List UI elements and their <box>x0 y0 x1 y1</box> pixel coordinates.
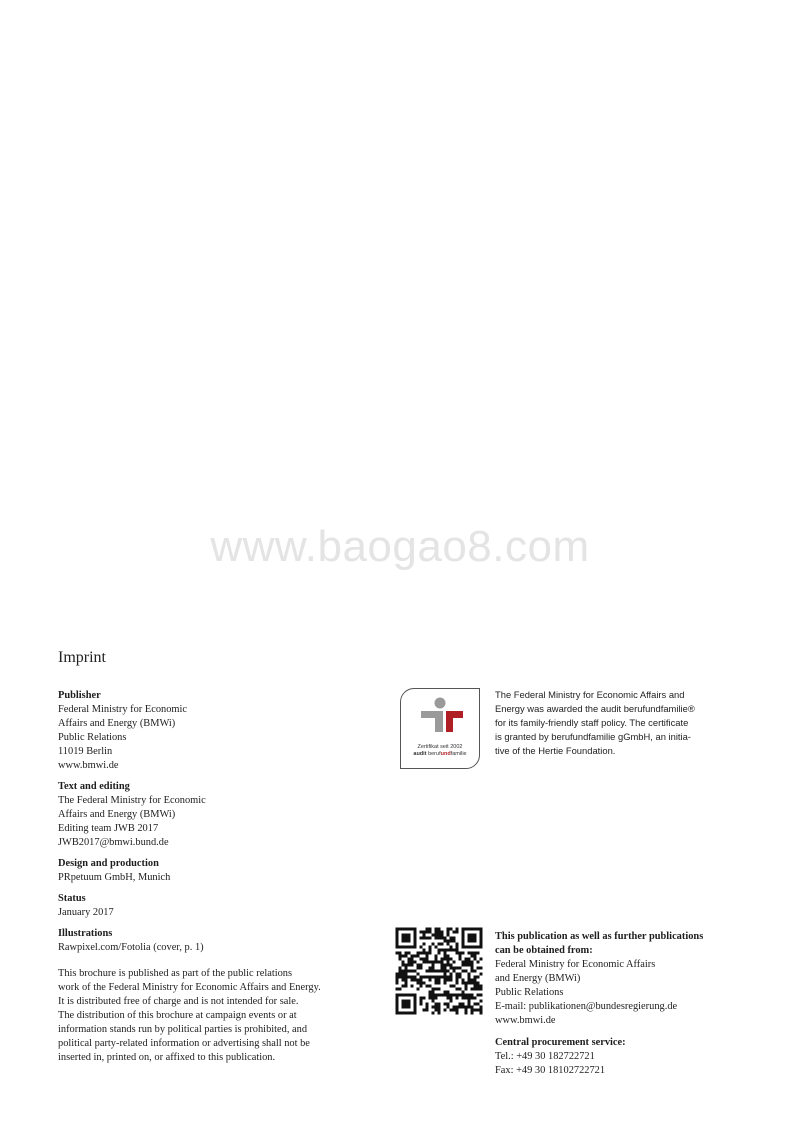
text-editing-label: Text and editing <box>58 781 130 792</box>
status-label: Status <box>58 893 86 904</box>
procurement-fax: Fax: +49 30 18102722721 <box>495 1065 606 1076</box>
publisher-section <box>58 689 358 773</box>
disclaimer <box>58 967 358 1065</box>
familie-word: familie <box>450 751 467 757</box>
publications-heading: This publication as well as further publications <box>495 931 704 942</box>
audit-description <box>495 688 725 758</box>
illustrations-line: Rawpixel.com/Fotolia (cover, p. 1) <box>58 942 204 953</box>
publisher-website: www.bmwi.de <box>58 760 119 771</box>
disclaimer-line: It is distributed free of charge and is not intended for sale. <box>58 996 299 1007</box>
red-figure-body <box>446 711 453 732</box>
watermark: www.baogao8.com <box>210 522 590 571</box>
design-section <box>58 857 358 885</box>
beruf-word: beruf <box>428 751 441 757</box>
grey-figure-head <box>435 698 446 709</box>
audit-figures-icon <box>401 689 481 749</box>
text-editing-line: Affairs and Energy (BMWi) <box>58 809 176 820</box>
und-word: und <box>440 751 451 757</box>
publications-email: E-mail: publikationen@bundesregierung.de <box>495 1001 678 1012</box>
status-section <box>58 892 358 920</box>
disclaimer-line: work of the Federal Ministry for Economic Affairs and Energy. <box>58 982 321 993</box>
audit-word: audit <box>413 751 427 757</box>
audit-text-line: for its family-friendly staff policy. The certificate <box>495 717 689 728</box>
audit-text-line: tive of the Hertie Foundation. <box>495 745 616 756</box>
publications-heading: can be obtained from: <box>495 945 593 956</box>
publisher-line: Public Relations <box>58 732 127 743</box>
design-line: PRpetuum GmbH, Munich <box>58 872 171 883</box>
text-editing-email: JWB2017@bmwi.bund.de <box>58 837 169 848</box>
audit-text-line: Energy was awarded the audit berufundfamilie® <box>495 703 695 714</box>
text-editing-section <box>58 780 358 850</box>
audit-text-line: The Federal Ministry for Economic Affairs and <box>495 689 685 700</box>
disclaimer-line: information stands run by political parties is prohibited, and <box>58 1024 308 1035</box>
disclaimer-line: The distribution of this brochure at campaign events or at <box>58 1010 297 1021</box>
publications-line: and Energy (BMWi) <box>495 973 581 984</box>
publisher-label: Publisher <box>58 690 101 701</box>
publisher-line: 11019 Berlin <box>58 746 113 757</box>
publisher-line: Federal Ministry for Economic <box>58 704 187 715</box>
ordering-info <box>495 930 755 1086</box>
grey-figure-body <box>435 711 443 732</box>
audit-caption <box>401 744 479 758</box>
text-editing-line: Editing team JWB 2017 <box>58 823 159 834</box>
audit-caption-line1: Zertifikat seit 2002 <box>417 744 463 750</box>
illustrations-section <box>58 927 358 955</box>
publications-website: www.bmwi.de <box>495 1015 556 1026</box>
qr-code-icon <box>395 927 483 1015</box>
publisher-line: Affairs and Energy (BMWi) <box>58 718 176 729</box>
procurement-section <box>495 1036 755 1078</box>
publications-line: Federal Ministry for Economic Affairs <box>495 959 656 970</box>
disclaimer-line: inserted in, printed on, or affixed to this publication. <box>58 1052 276 1063</box>
publications-line: Public Relations <box>495 987 564 998</box>
illustrations-label: Illustrations <box>58 928 113 939</box>
text-editing-line: The Federal Ministry for Economic <box>58 795 206 806</box>
publications-section <box>495 930 755 1028</box>
imprint-details <box>58 689 358 1065</box>
procurement-tel: Tel.: +49 30 182722721 <box>495 1051 595 1062</box>
status-line: January 2017 <box>58 907 114 918</box>
design-label: Design and production <box>58 858 159 869</box>
disclaimer-line: This brochure is published as part of the public relations <box>58 968 293 979</box>
disclaimer-line: political party-related information or advertising shall not be <box>58 1038 310 1049</box>
audit-text-line: is granted by berufundfamilie gGmbH, an initia- <box>495 731 691 742</box>
audit-berufundfamilie-logo <box>400 688 480 769</box>
qr-code-graphic <box>395 927 483 1015</box>
page-title: Imprint <box>58 649 106 666</box>
procurement-label: Central procurement service: <box>495 1037 626 1048</box>
audit-caption-line2 <box>401 751 479 758</box>
